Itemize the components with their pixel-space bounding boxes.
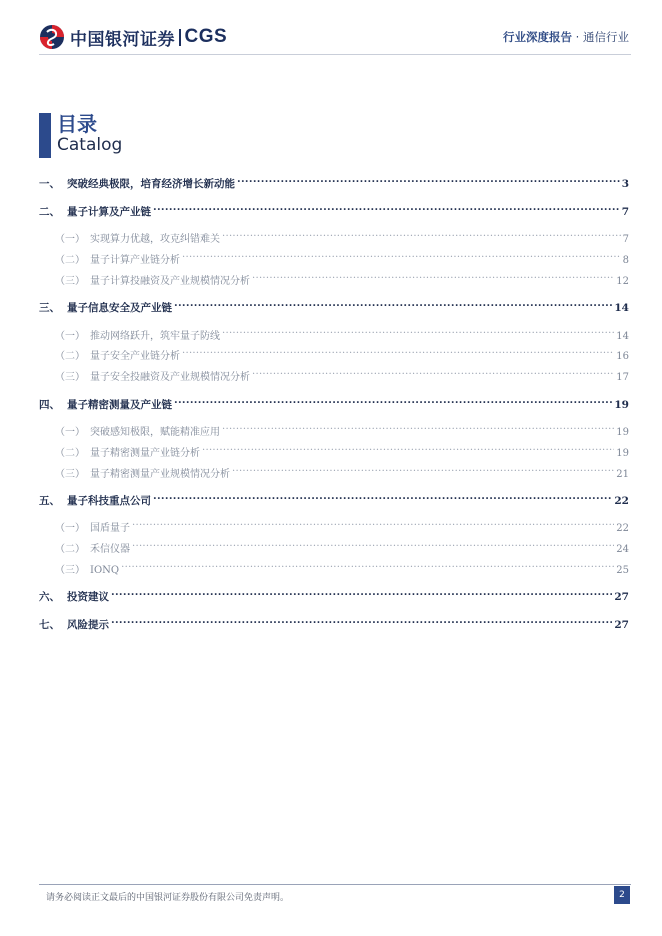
toc-entry-title: 投资建议	[67, 591, 109, 603]
header-divider	[39, 54, 631, 55]
toc-entry-page: 27	[614, 591, 629, 603]
toc-entry-page: 27	[614, 619, 629, 631]
toc-subentry[interactable]	[39, 423, 629, 440]
toc-entry-number: 七、	[39, 619, 60, 631]
toc-entry-page: 24	[616, 544, 629, 555]
toc-entry-number: （二）	[55, 544, 85, 555]
toc-entry-title: 突破经典极限，培育经济增长新动能	[67, 178, 235, 190]
toc-entry-page: 8	[622, 255, 629, 266]
toc-entry-number: （二）	[55, 351, 85, 362]
toc-entry-title: 风险提示	[67, 619, 109, 631]
toc-leader-dots	[121, 561, 614, 573]
toc-entry-number: （一）	[55, 427, 85, 438]
toc-subentry[interactable]	[39, 347, 629, 364]
toc-entry-page: 3	[621, 178, 629, 190]
footer-disclaimer: 请务必阅读正文最后的中国银河证券股份有限公司免责声明。	[46, 893, 290, 903]
toc-entry-title: 量子精密测量产业链分析	[90, 448, 200, 459]
toc-subtitle: Catalog	[57, 135, 123, 155]
toc-leader-dots	[174, 396, 612, 408]
toc-entry-number: （三）	[55, 276, 85, 287]
toc-entry-page: 19	[616, 448, 629, 459]
logo-divider	[179, 29, 181, 46]
toc-entry-page: 22	[614, 495, 629, 507]
logo-english-name: CGS	[184, 26, 228, 47]
toc-entry-number: 一、	[39, 178, 60, 190]
toc-title-accent-bar	[39, 113, 51, 158]
toc-entry-number: 二、	[39, 206, 60, 218]
toc-entry-title: 量子精密测量产业规模情况分析	[90, 469, 230, 480]
toc-entry-title: 实现算力优越，攻克纠错难关	[90, 234, 220, 245]
logo-chinese-name: 中国银河证券	[70, 29, 175, 50]
report-type	[503, 29, 629, 45]
toc-entry[interactable]	[39, 492, 629, 508]
toc-subentry[interactable]	[39, 444, 629, 461]
toc-leader-dots	[111, 616, 612, 628]
page-header	[0, 0, 662, 60]
toc-entry-page: 25	[616, 565, 629, 576]
footer-divider	[39, 884, 631, 885]
toc-entry[interactable]	[39, 175, 629, 191]
toc-entry-title: 量子科技重点公司	[67, 495, 151, 507]
toc-entry-page: 19	[616, 427, 629, 438]
toc-leader-dots	[153, 203, 620, 215]
toc-entry-title: 推动网络跃升，筑牢量子防线	[90, 331, 220, 342]
toc-entry-number: （三）	[55, 372, 85, 383]
toc-leader-dots	[202, 444, 614, 456]
toc-entry-number: 四、	[39, 399, 60, 411]
toc-entry-title: 量子计算产业链分析	[90, 255, 180, 266]
toc-leader-dots	[232, 465, 614, 477]
report-type-separator: ·	[572, 30, 583, 44]
toc-entry-title: 量子精密测量及产业链	[67, 399, 172, 411]
toc-entry-title: 量子计算及产业链	[67, 206, 151, 218]
toc-entry-page: 14	[614, 302, 629, 314]
toc-entry-title: IONQ	[90, 565, 120, 576]
toc-entry-number: 三、	[39, 302, 60, 314]
toc-entry-number: （三）	[55, 469, 85, 480]
toc-subentry[interactable]	[39, 561, 629, 578]
toc-entry-page: 14	[616, 331, 629, 342]
toc-subentry[interactable]	[39, 272, 629, 289]
toc-leader-dots	[132, 519, 614, 531]
toc-leader-dots	[111, 588, 612, 600]
toc-entry-number: 六、	[39, 591, 60, 603]
toc-leader-dots	[222, 423, 614, 435]
toc-leader-dots	[222, 230, 621, 242]
toc-entry-number: （二）	[55, 448, 85, 459]
toc-entry-page: 17	[616, 372, 629, 383]
toc-subentry[interactable]	[39, 327, 629, 344]
toc-entry-number: 五、	[39, 495, 60, 507]
toc-entry-number: （一）	[55, 523, 85, 534]
report-type-sector: 通信行业	[583, 30, 629, 44]
toc-entry-title: 量子计算投融资及产业规模情况分析	[90, 276, 250, 287]
toc-leader-dots	[252, 272, 614, 284]
toc-entry-title: 量子安全产业链分析	[90, 351, 180, 362]
toc-entry[interactable]	[39, 396, 629, 412]
toc-entry-title: 突破感知极限，赋能精准应用	[90, 427, 220, 438]
toc-entry-title: 国盾量子	[90, 523, 130, 534]
toc-title: 目录	[57, 112, 97, 136]
toc-entry-page: 16	[616, 351, 629, 362]
toc-entry-number: （一）	[55, 331, 85, 342]
toc-entry[interactable]	[39, 616, 629, 632]
toc-leader-dots	[182, 347, 614, 359]
toc-leader-dots	[222, 327, 614, 339]
cgs-logo	[39, 24, 227, 50]
toc-subentry[interactable]	[39, 230, 629, 247]
toc-subentry[interactable]	[39, 465, 629, 482]
toc-entry-page: 22	[616, 523, 629, 534]
toc-subentry[interactable]	[39, 251, 629, 268]
cgs-logo-icon	[39, 24, 65, 50]
toc-leader-dots	[153, 492, 612, 504]
toc-entry-page: 7	[621, 206, 629, 218]
toc-entry[interactable]	[39, 299, 629, 315]
toc-entry-number: （二）	[55, 255, 85, 266]
toc-subentry[interactable]	[39, 368, 629, 385]
toc-entry[interactable]	[39, 203, 629, 219]
toc-entry-title: 禾信仪器	[90, 544, 130, 555]
report-type-main: 行业深度报告	[503, 30, 573, 44]
toc-entry-page: 12	[616, 276, 629, 287]
toc-entry-number: （一）	[55, 234, 85, 245]
toc-entry-page: 7	[622, 234, 629, 245]
toc-subentry[interactable]	[39, 519, 629, 536]
toc-entry-title: 量子安全投融资及产业规模情况分析	[90, 372, 250, 383]
toc-entry-page: 21	[616, 469, 629, 480]
toc-leader-dots	[252, 368, 614, 380]
toc-subentry[interactable]	[39, 540, 629, 557]
toc-entry[interactable]	[39, 588, 629, 604]
toc-leader-dots	[132, 540, 614, 552]
toc-entry-number: （三）	[55, 565, 85, 576]
page-number: 2	[614, 886, 630, 904]
toc-entry-title: 量子信息安全及产业链	[67, 302, 172, 314]
toc-entry-page: 19	[614, 399, 629, 411]
toc-leader-dots	[237, 175, 620, 187]
toc-leader-dots	[182, 251, 621, 263]
toc-leader-dots	[174, 299, 612, 311]
